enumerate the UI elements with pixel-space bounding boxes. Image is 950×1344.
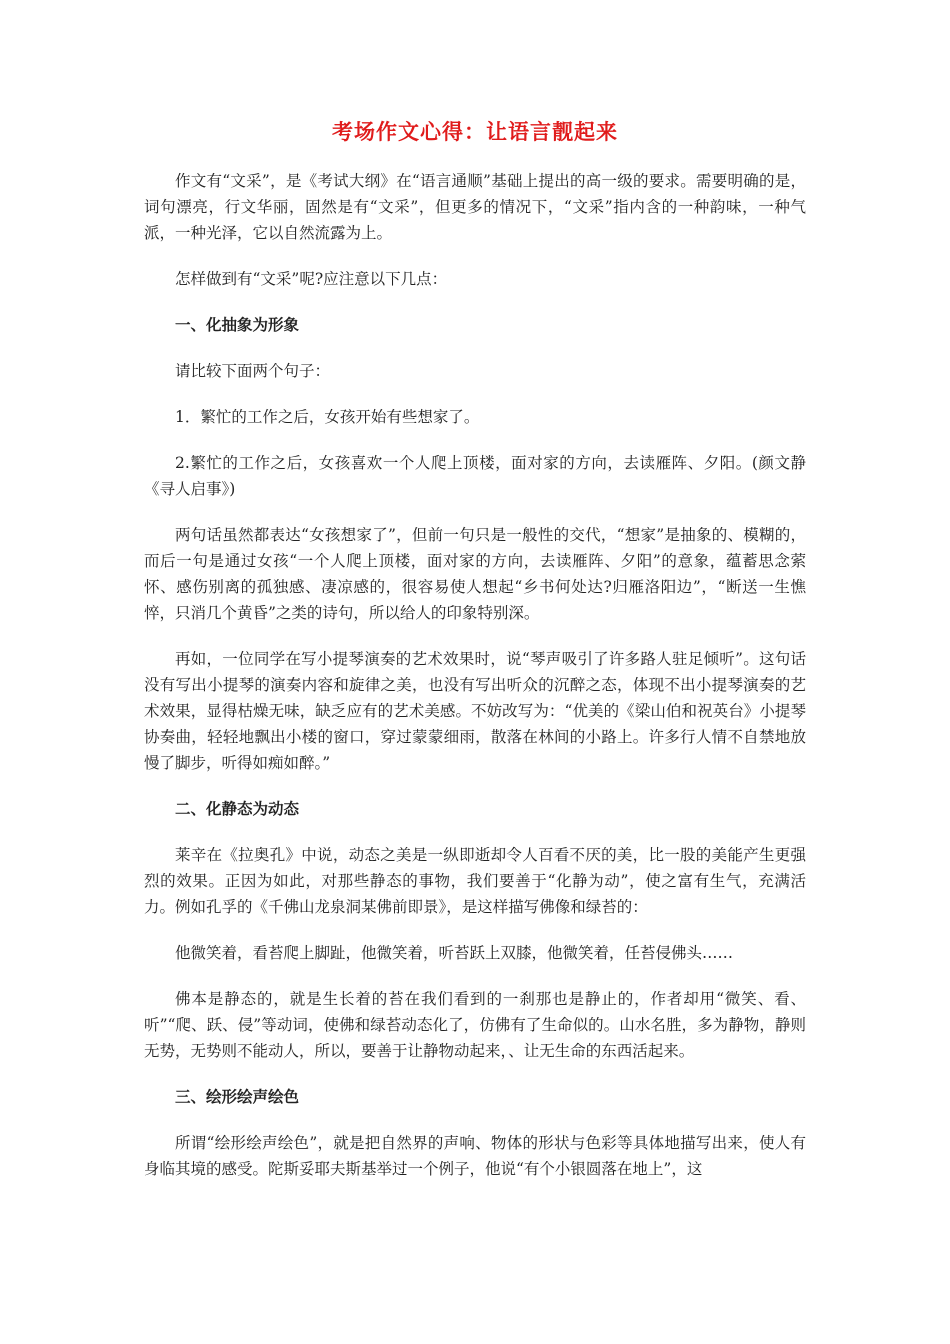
section-heading: 三、绘形绘声绘色 <box>175 1088 300 1106</box>
paragraph: 莱辛在《拉奥孔》中说，动态之美是一纵即逝却令人百看不厌的美，比一股的美能产生更强烈的效果。正因为如此，对那些静态的事物，我们要善于“化静为动”，使之富有生气，充满活力。例如孔孚的《千佛山龙泉洞某佛前即景》，是这样描写佛像和绿苔的： <box>144 846 806 916</box>
paragraph: 佛本是静态的，就是生长着的苔在我们看到的一刹那也是静止的，作者却用“微笑、看、听”“爬、跃、侵”等动词，使佛和绿苔动态化了，仿佛有了生命似的。山水名胜，多为静物，静则无势，无势则不能动人，所以，要善于让静物动起来，、让无生命的东西活起来。 <box>144 990 806 1060</box>
paragraph: 请比较下面两个句子： <box>175 362 331 380</box>
document-title: 考场作文心得：让语言靓起来 <box>332 119 618 144</box>
section-heading: 一、化抽象为形象 <box>175 316 300 334</box>
paragraph: 怎样做到有“文采”呢?应注意以下几点： <box>175 270 448 288</box>
paragraph: 作文有“文采”，是《考试大纲》在“语言通顺”基础上提出的高一级的要求。需要明确的是，词句漂亮，行文华丽，固然是有“文采”，但更多的情况下，“文采”指内含的一种韵味，一种气派，一种光泽，它以自然流露为上。 <box>144 172 806 242</box>
paragraph: 所谓“绘形绘声绘色”，就是把自然界的声响、物体的形状与色彩等具体地描写出来，使人有身临其境的感受。陀斯妥耶夫斯基举过一个例子，他说“有个小银圆落在地上”，这 <box>144 1134 806 1178</box>
paragraph: 1．繁忙的工作之后，女孩开始有些想家了。 <box>175 408 480 426</box>
paragraph: 2.繁忙的工作之后，女孩喜欢一个人爬上顶楼，面对家的方向，去读雁阵、夕阳。(颜文静《寻人启事》) <box>144 454 806 498</box>
paragraph: 他微笑着，看苔爬上脚趾，他微笑着，听苔跃上双膝，他微笑着，任苔侵佛头…… <box>175 944 734 962</box>
paragraph: 再如，一位同学在写小提琴演奏的艺术效果时，说“琴声吸引了许多路人驻足倾听”。这句话没有写出小提琴的演奏内容和旋律之美，也没有写出听众的沉醉之态，体现不出小提琴演奏的艺术效果，显得枯燥无味，缺乏应有的艺术美感。不妨改写为：“优美的《梁山伯和祝英台》小提琴协奏曲，轻轻地飘出小楼的窗口，穿过蒙蒙细雨，散落在林间的小路上。许多行人情不自禁地放慢了脚步，听得如痴如醉。” <box>144 650 806 772</box>
document-body <box>144 168 806 1182</box>
paragraph: 两句话虽然都表达“女孩想家了”，但前一句只是一般性的交代，“想家”是抽象的、模糊的，而后一句是通过女孩“一个人爬上顶楼，面对家的方向，去读雁阵、夕阳”的意象，蕴蓄思念萦怀、感伤别离的孤独感、凄凉感的，很容易使人想起“乡书何处达?归雁洛阳边”，“断送一生憔悴，只消几个黄昏”之类的诗句，所以给人的印象特别深。 <box>144 526 806 622</box>
section-heading: 二、化静态为动态 <box>175 800 300 818</box>
document-page <box>144 118 806 1202</box>
